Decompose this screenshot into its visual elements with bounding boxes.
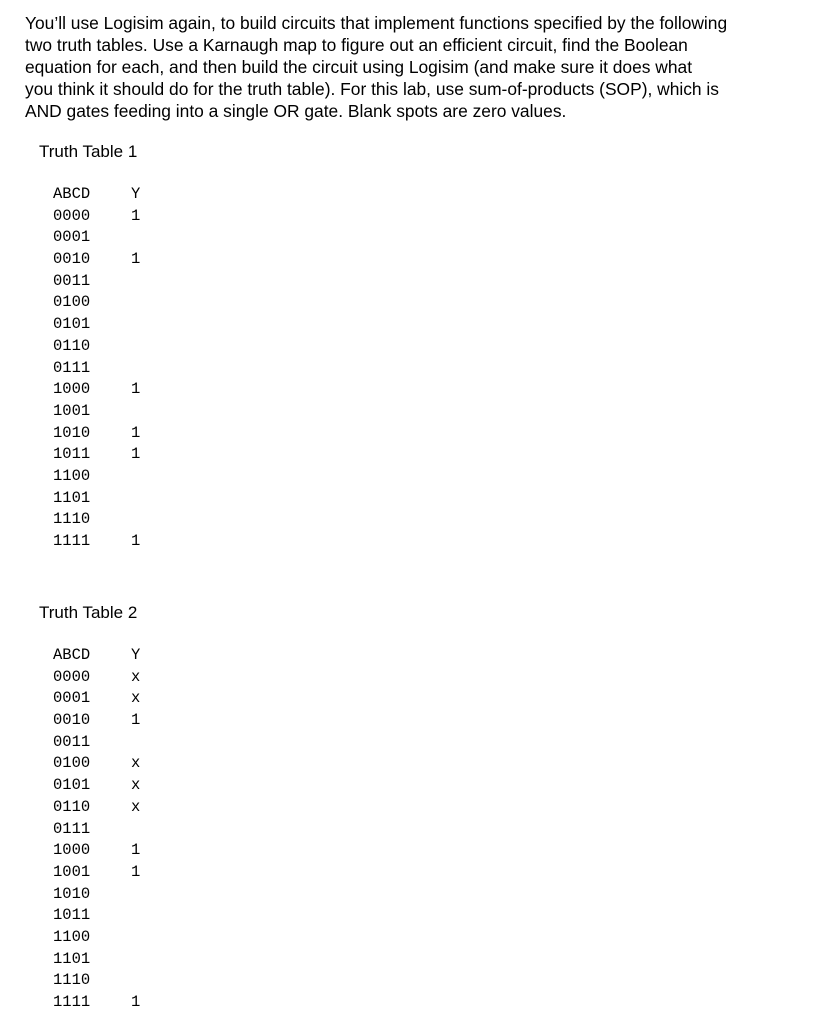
- table-row: [53, 358, 173, 380]
- instructions-paragraph: [25, 12, 815, 122]
- table-row: [53, 710, 173, 732]
- table-header-row: [53, 645, 173, 667]
- table-row: [53, 667, 173, 689]
- table-row: [53, 688, 173, 710]
- output-value: 1: [131, 206, 141, 225]
- input-bits: 0010: [53, 250, 91, 269]
- input-bits: ABCD: [53, 646, 91, 664]
- input-bits: 0101: [53, 776, 91, 795]
- table-header-row: [53, 184, 173, 206]
- table-row: [53, 840, 173, 862]
- output-value: 1: [131, 841, 141, 860]
- input-bits: 0001: [53, 228, 91, 247]
- input-bits: 0011: [53, 732, 91, 751]
- instructions-line: You’ll use Logisim again, to build circuits that implement functions specified by the following: [25, 13, 728, 33]
- table-row: [53, 314, 173, 336]
- input-bits: 1011: [53, 445, 91, 464]
- table-row: [53, 271, 173, 293]
- output-value: 1: [131, 423, 141, 442]
- table-row: [53, 949, 173, 971]
- input-bits: 1111: [53, 532, 91, 550]
- input-bits: 1010: [53, 423, 91, 442]
- table-row: [53, 819, 173, 841]
- input-bits: 0001: [53, 689, 91, 708]
- table-row: [53, 444, 173, 466]
- output-value: x: [131, 754, 141, 773]
- table-row: [53, 905, 173, 927]
- output-value: 1: [131, 445, 141, 464]
- table-row: [53, 336, 173, 358]
- table-row: [53, 509, 173, 531]
- input-bits: 1101: [53, 488, 91, 507]
- input-bits: 0100: [53, 293, 91, 312]
- input-bits: 0000: [53, 206, 91, 225]
- output-value: x: [131, 797, 141, 816]
- table-row: [53, 401, 173, 423]
- input-bits: 0100: [53, 754, 91, 773]
- output-value: 1: [131, 380, 141, 399]
- output-value: 1: [131, 993, 141, 1011]
- truth-table-2: [53, 645, 173, 1014]
- output-value: Y: [131, 185, 141, 203]
- table-row: [53, 970, 173, 992]
- input-bits: 1101: [53, 949, 91, 968]
- table-row: [53, 797, 173, 819]
- table-row: [53, 227, 173, 249]
- output-value: 1: [131, 532, 141, 550]
- table-row: [53, 379, 173, 401]
- instructions-line: equation for each, and then build the circuit using Logisim (and make sure it does what: [25, 57, 693, 77]
- output-value: Y: [131, 646, 141, 664]
- input-bits: 1001: [53, 401, 91, 420]
- input-bits: 0011: [53, 271, 91, 290]
- input-bits: 1111: [53, 993, 91, 1011]
- output-value: 1: [131, 862, 141, 881]
- input-bits: 0010: [53, 711, 91, 730]
- input-bits: ABCD: [53, 185, 91, 203]
- table-row: [53, 488, 173, 510]
- truth-table-1: [53, 184, 173, 553]
- truth-table-1-title: Truth Table 1: [39, 142, 138, 161]
- instructions-line: two truth tables. Use a Karnaugh map to figure out an efficient circuit, find the Boolean: [25, 35, 688, 55]
- output-value: 1: [131, 250, 141, 269]
- input-bits: 1010: [53, 884, 91, 903]
- table-row: [53, 466, 173, 488]
- truth-table-2-title: Truth Table 2: [39, 603, 138, 622]
- table-row: [53, 249, 173, 271]
- input-bits: 1011: [53, 906, 91, 925]
- table-row: [53, 884, 173, 906]
- table-row: [53, 753, 173, 775]
- table-row: [53, 862, 173, 884]
- table-row: [53, 992, 173, 1014]
- output-value: 1: [131, 711, 141, 730]
- input-bits: 1110: [53, 971, 91, 990]
- output-value: x: [131, 776, 141, 795]
- table-row: [53, 531, 173, 553]
- input-bits: 1100: [53, 927, 91, 946]
- input-bits: 1000: [53, 380, 91, 399]
- table-row: [53, 732, 173, 754]
- output-value: x: [131, 689, 141, 708]
- table-row: [53, 927, 173, 949]
- table-row: [53, 423, 173, 445]
- input-bits: 1100: [53, 466, 91, 485]
- table-row: [53, 206, 173, 228]
- input-bits: 0111: [53, 819, 91, 838]
- table-row: [53, 292, 173, 314]
- input-bits: 1001: [53, 862, 91, 881]
- input-bits: 0110: [53, 797, 91, 816]
- input-bits: 0101: [53, 315, 91, 334]
- input-bits: 0000: [53, 667, 91, 686]
- input-bits: 1000: [53, 841, 91, 860]
- input-bits: 0111: [53, 358, 91, 377]
- instructions-line: you think it should do for the truth table). For this lab, use sum-of-products (SOP), which is: [25, 79, 719, 99]
- output-value: x: [131, 667, 141, 686]
- table-row: [53, 775, 173, 797]
- input-bits: 0110: [53, 336, 91, 355]
- input-bits: 1110: [53, 510, 91, 529]
- instructions-line: AND gates feeding into a single OR gate. Blank spots are zero values.: [25, 101, 567, 121]
